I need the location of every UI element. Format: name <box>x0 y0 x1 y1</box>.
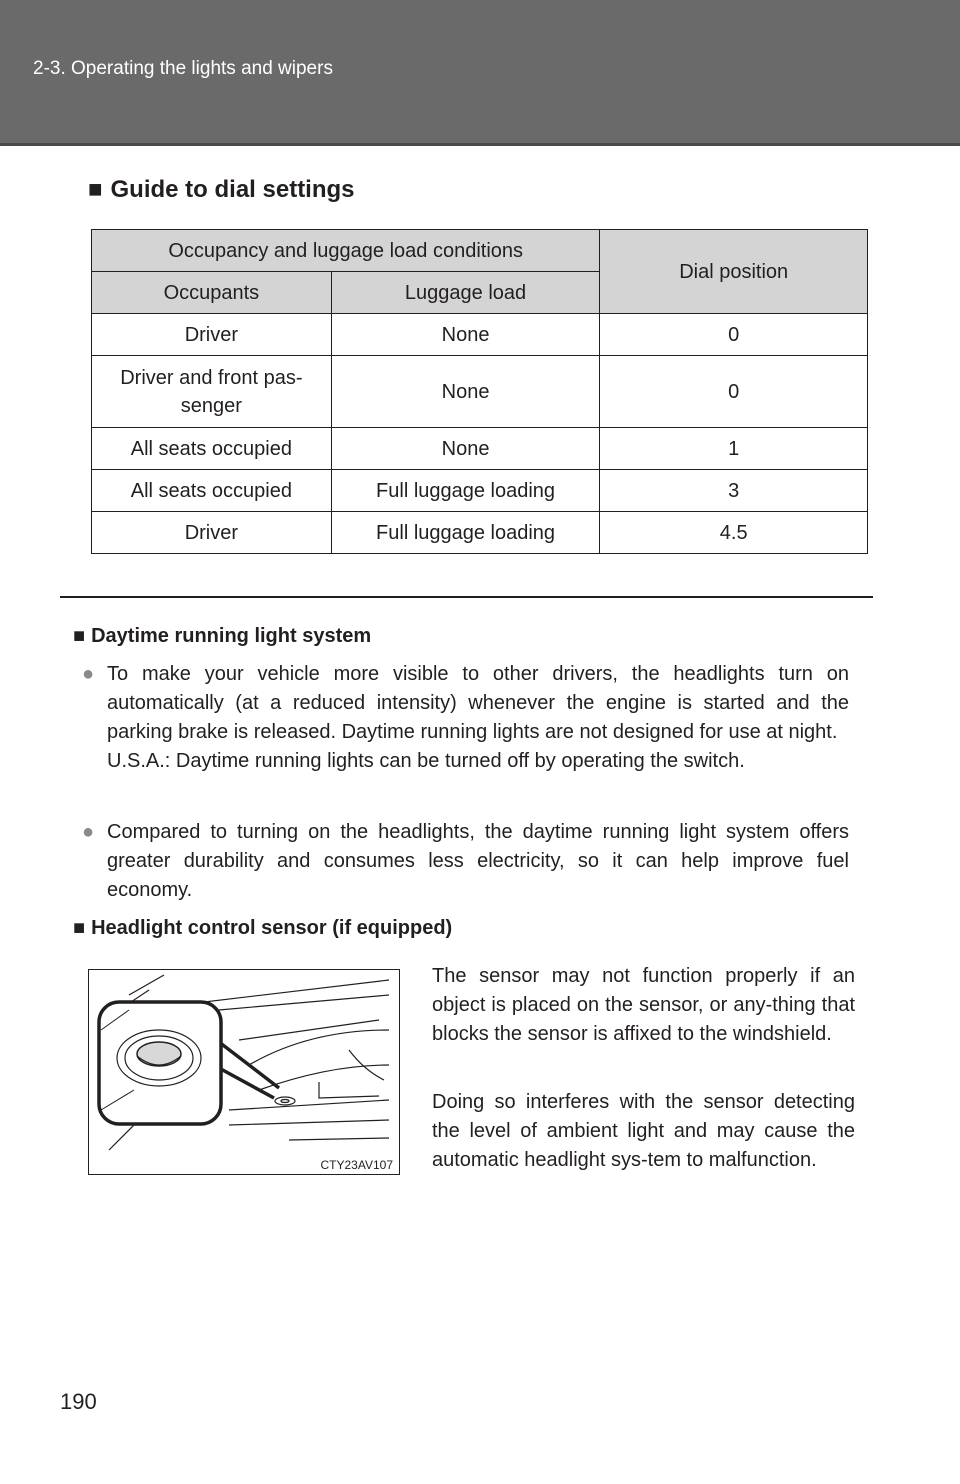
figure-code: CTY23AV107 <box>320 1158 393 1172</box>
header-divider <box>0 143 960 146</box>
dial-cell: 0 <box>600 314 868 356</box>
square-bullet-icon: ■ <box>73 917 86 939</box>
sensor-heading <box>73 917 452 940</box>
occupants-cell: Driver and front pas- senger <box>92 356 332 428</box>
square-bullet-icon: ■ <box>88 176 103 203</box>
square-bullet-icon: ■ <box>73 625 86 647</box>
sensor-illustration <box>88 969 400 1175</box>
drl-bullet-2-text: Compared to turning on the headlights, the daytime running light system offers greater durability and consumes less electricity, so it can help improve fuel economy. <box>107 821 849 901</box>
luggage-cell: Full luggage loading <box>331 470 600 512</box>
occupants-cell: All seats occupied <box>92 428 332 470</box>
occupants-header: Occupants <box>92 272 332 314</box>
section-divider <box>60 596 873 598</box>
circle-bullet-icon: ● <box>82 663 95 685</box>
page-number: 190 <box>60 1389 97 1414</box>
occupants-cell: Driver <box>92 512 332 554</box>
luggage-cell: None <box>331 314 600 356</box>
occupants-cell: Driver <box>92 314 332 356</box>
table-row <box>92 356 868 428</box>
dial-cell: 4.5 <box>600 512 868 554</box>
sensor-paragraph-1: The sensor may not function properly if an object is placed on the sensor, or any-thing that blocks the sensor is affixed to the windshield. <box>432 965 855 1045</box>
drl-bullet-1-note: U.S.A.: Daytime running lights can be turned off by operating the switch. <box>107 750 745 772</box>
occupants-cell: All seats occupied <box>92 470 332 512</box>
luggage-cell: Full luggage loading <box>331 512 600 554</box>
circle-bullet-icon: ● <box>82 821 95 843</box>
luggage-cell: None <box>331 428 600 470</box>
occupancy-header: Occupancy and luggage load conditions <box>92 230 600 272</box>
dial-settings-table <box>91 229 868 554</box>
section-title: 2-3. Operating the lights and wipers <box>33 58 333 79</box>
dial-position-header: Dial position <box>600 230 868 314</box>
drl-heading-text: Daytime running light system <box>91 625 372 647</box>
drl-bullet-1 <box>82 660 849 776</box>
sensor-heading-text: Headlight control sensor (if equipped) <box>91 917 453 939</box>
drl-bullet-1-text: To make your vehicle more visible to other drivers, the headlights turn on automatically (at a reduced intensity) whenever the engine is started and the parking brake is released. Daytime running lights are not designed for use at night. <box>107 663 849 743</box>
table-row <box>92 470 868 512</box>
dial-cell: 3 <box>600 470 868 512</box>
dial-cell: 0 <box>600 356 868 428</box>
drl-heading <box>73 625 371 648</box>
drl-bullet-2 <box>82 818 849 905</box>
guide-heading-text: Guide to dial settings <box>110 176 355 203</box>
table-row <box>92 512 868 554</box>
luggage-cell: None <box>331 356 600 428</box>
table-row <box>92 428 868 470</box>
table-row <box>92 314 868 356</box>
windshield-sensor-drawing <box>89 970 400 1175</box>
dial-cell: 1 <box>600 428 868 470</box>
guide-heading <box>88 176 355 204</box>
sensor-paragraph-2: Doing so interferes with the sensor detecting the level of ambient light and may cause the automatic headlight sys-tem to malfunction. <box>432 1091 855 1171</box>
luggage-header: Luggage load <box>331 272 600 314</box>
